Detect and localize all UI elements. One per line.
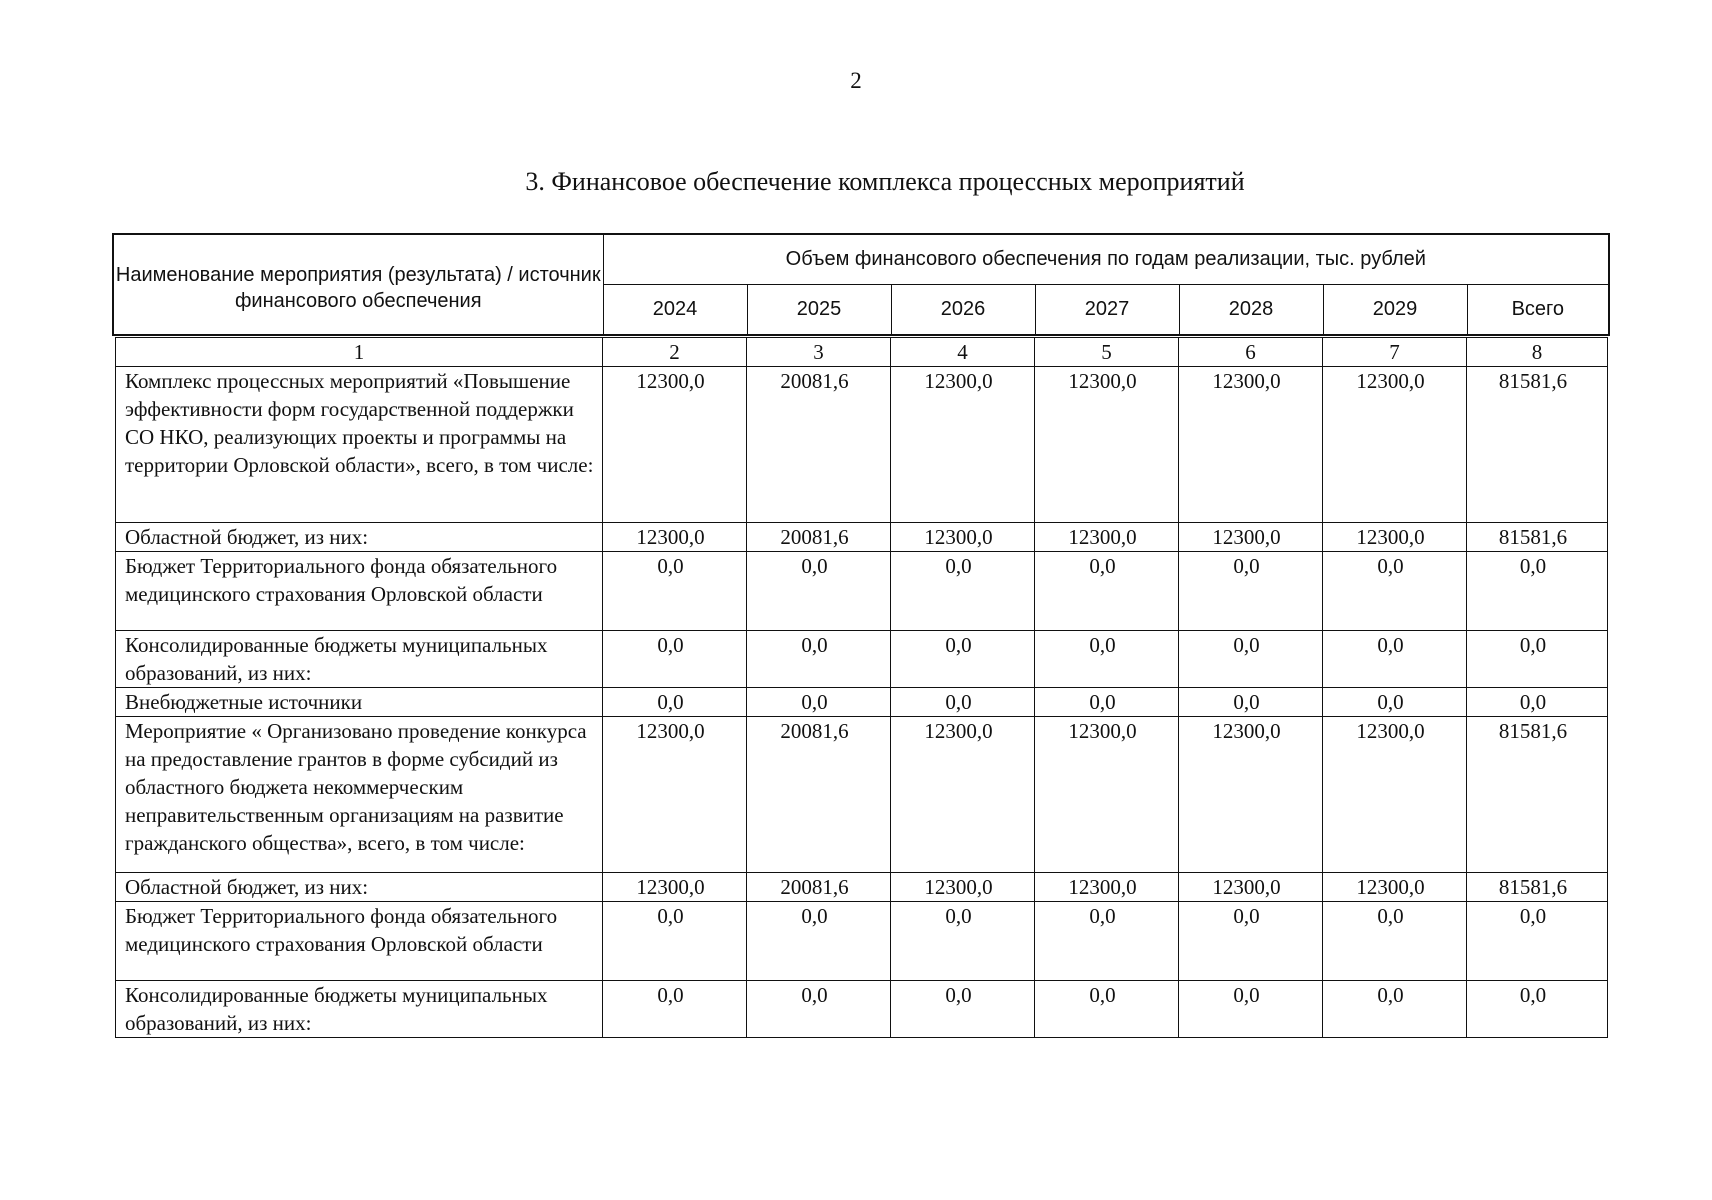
column-index-cell: 3 — [747, 338, 891, 367]
value-cell: 0,0 — [1323, 902, 1467, 981]
value-cell: 12300,0 — [1179, 717, 1323, 873]
column-index-row — [116, 338, 1608, 367]
value-cell: 0,0 — [1179, 688, 1323, 717]
column-index-cell: 4 — [891, 338, 1035, 367]
value-cell: 0,0 — [891, 981, 1035, 1038]
value-cell: 0,0 — [891, 902, 1035, 981]
value-cell: 0,0 — [747, 902, 891, 981]
value-cell: 12300,0 — [1323, 367, 1467, 523]
table-row — [116, 552, 1608, 631]
row-name: Бюджет Территориального фонда обязательного медицинского страхования Орловской области — [116, 902, 603, 981]
value-cell: 0,0 — [1323, 631, 1467, 688]
value-cell: 12300,0 — [603, 717, 747, 873]
value-cell: 0,0 — [891, 631, 1035, 688]
table-row — [116, 717, 1608, 873]
value-cell: 0,0 — [747, 981, 891, 1038]
year-column-header: 2025 — [747, 285, 891, 336]
row-name: Бюджет Территориального фонда обязательного медицинского страхования Орловской области — [116, 552, 603, 631]
table-row — [116, 367, 1608, 523]
value-cell: 12300,0 — [603, 367, 747, 523]
table-row — [116, 631, 1608, 688]
value-cell: 12300,0 — [603, 873, 747, 902]
row-name: Консолидированные бюджеты муниципальных образований, из них: — [116, 631, 603, 688]
table-row — [116, 523, 1608, 552]
row-name: Мероприятие « Организовано проведение конкурса на предоставление грантов в форме субсидий из областного бюджета некоммерческим неправительственным организациям на развитие гражданского общества», всего, в том числе: — [116, 717, 603, 873]
column-index-cell: 8 — [1467, 338, 1608, 367]
value-cell: 12300,0 — [1035, 367, 1179, 523]
year-column-header: 2026 — [891, 285, 1035, 336]
value-cell: 12300,0 — [1323, 717, 1467, 873]
name-column-header: Наименование мероприятия (результата) / источник финансового обеспечения — [113, 234, 603, 335]
value-cell: 0,0 — [1467, 981, 1608, 1038]
value-cell: 0,0 — [1035, 688, 1179, 717]
value-cell: 0,0 — [603, 552, 747, 631]
column-index-cell: 2 — [603, 338, 747, 367]
value-cell: 12300,0 — [891, 523, 1035, 552]
value-cell: 12300,0 — [891, 873, 1035, 902]
value-cell: 0,0 — [1035, 552, 1179, 631]
value-cell: 0,0 — [747, 552, 891, 631]
row-name: Областной бюджет, из них: — [116, 873, 603, 902]
value-cell: 12300,0 — [1035, 717, 1179, 873]
column-index-cell: 5 — [1035, 338, 1179, 367]
value-cell: 0,0 — [1467, 631, 1608, 688]
value-cell: 0,0 — [1035, 981, 1179, 1038]
value-cell: 0,0 — [1035, 631, 1179, 688]
value-cell: 0,0 — [747, 631, 891, 688]
column-index-cell: 1 — [116, 338, 603, 367]
value-cell: 0,0 — [603, 902, 747, 981]
table-header — [112, 233, 1610, 336]
value-cell: 81581,6 — [1467, 717, 1608, 873]
value-cell: 0,0 — [1323, 552, 1467, 631]
value-cell: 0,0 — [603, 631, 747, 688]
value-cell: 12300,0 — [891, 717, 1035, 873]
financing-table — [115, 337, 1608, 1038]
table-row — [116, 688, 1608, 717]
column-index-cell: 6 — [1179, 338, 1323, 367]
table-row — [116, 873, 1608, 902]
year-column-header: 2029 — [1323, 285, 1467, 336]
row-name: Комплекс процессных мероприятий «Повышение эффективности форм государственной поддержки СО НКО, реализующих проекты и программы на территории Орловской области», всего, в том числе: — [116, 367, 603, 523]
value-cell: 0,0 — [891, 552, 1035, 631]
value-cell: 0,0 — [747, 688, 891, 717]
value-cell: 0,0 — [1035, 902, 1179, 981]
value-cell: 12300,0 — [1179, 873, 1323, 902]
column-index-cell: 7 — [1323, 338, 1467, 367]
value-cell: 12300,0 — [1323, 873, 1467, 902]
section-title: 3. Финансовое обеспечение комплекса процессных мероприятий — [525, 167, 1245, 196]
table-row — [116, 902, 1608, 981]
value-cell: 12300,0 — [1323, 523, 1467, 552]
year-column-header: Всего — [1467, 285, 1609, 336]
value-cell: 0,0 — [1467, 688, 1608, 717]
row-name: Областной бюджет, из них: — [116, 523, 603, 552]
value-cell: 0,0 — [603, 688, 747, 717]
value-cell: 20081,6 — [747, 873, 891, 902]
value-cell: 0,0 — [1179, 552, 1323, 631]
row-name: Консолидированные бюджеты муниципальных образований, из них: — [116, 981, 603, 1038]
value-cell: 0,0 — [1323, 981, 1467, 1038]
value-cell: 0,0 — [891, 688, 1035, 717]
value-cell: 81581,6 — [1467, 367, 1608, 523]
value-cell: 0,0 — [1179, 981, 1323, 1038]
row-name: Внебюджетные источники — [116, 688, 603, 717]
value-cell: 12300,0 — [1179, 523, 1323, 552]
value-cell: 20081,6 — [747, 367, 891, 523]
year-column-header: 2024 — [603, 285, 747, 336]
table-row — [116, 981, 1608, 1038]
value-cell: 81581,6 — [1467, 523, 1608, 552]
value-cell: 0,0 — [1179, 902, 1323, 981]
page-number: 2 — [850, 68, 862, 93]
value-cell: 20081,6 — [747, 717, 891, 873]
year-column-header: 2027 — [1035, 285, 1179, 336]
volume-column-header: Объем финансового обеспечения по годам реализации, тыс. рублей — [603, 234, 1609, 285]
value-cell: 12300,0 — [603, 523, 747, 552]
value-cell: 0,0 — [1467, 902, 1608, 981]
value-cell: 12300,0 — [891, 367, 1035, 523]
value-cell: 12300,0 — [1179, 367, 1323, 523]
value-cell: 0,0 — [1179, 631, 1323, 688]
value-cell: 81581,6 — [1467, 873, 1608, 902]
value-cell: 0,0 — [1323, 688, 1467, 717]
year-column-header: 2028 — [1179, 285, 1323, 336]
value-cell: 12300,0 — [1035, 523, 1179, 552]
value-cell: 12300,0 — [1035, 873, 1179, 902]
value-cell: 0,0 — [1467, 552, 1608, 631]
value-cell: 0,0 — [603, 981, 747, 1038]
value-cell: 20081,6 — [747, 523, 891, 552]
